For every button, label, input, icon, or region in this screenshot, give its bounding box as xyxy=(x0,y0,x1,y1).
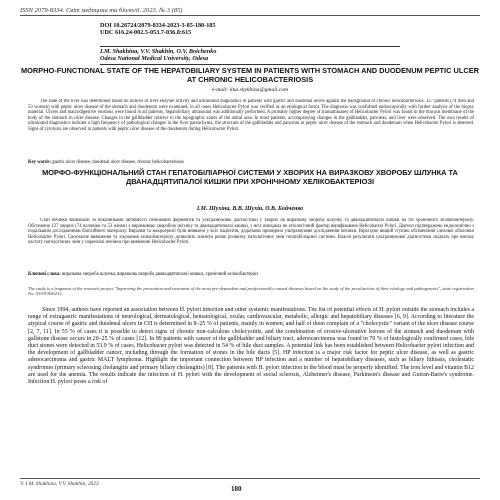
keywords-ua xyxy=(28,272,474,277)
authors-en: I.M. Shakhina, V.V. Shakhin, O.V. Boichenko xyxy=(100,48,217,55)
authors-ua: І.М. Шухіна, В.В. Шухін, О.В. Бойченко xyxy=(196,206,304,212)
footer-copyright: I.M. Shakhina, V.V. Shakhin, 2023 xyxy=(25,481,99,487)
study-note: The study is a fragment of the research project "Improving the prevention and treatment of the most pre-dependent and professionally caused diseases based on the study of the peculiarities of their etiology and pathogenesis", state registration No. 0119U000233. xyxy=(28,286,474,297)
footer xyxy=(20,478,480,487)
authors-block xyxy=(100,46,400,65)
article-title-en: MORPHO-FUNCTIONAL STATE OF THE HEPATOBILIARY SYSTEM IN PATIENTS WITH STOMACH AND DUODENUM PEPTIC ULCER AT CHRONIC HELICOBACTERIOSIS xyxy=(21,66,479,84)
journal-header: ISSN 2079-8334. Світ медицини та біології. 2023. № 3 (85) xyxy=(20,7,480,16)
keywords-en-label: Key words: xyxy=(28,160,52,165)
udc-text: UDC 616.24-002.5-053.7-036.8:615 xyxy=(100,29,192,37)
abstract-en: The state of the liver was determined based on indices of liver enzyme activity and ultrasound diagnostics in patients with gastric and duodenal ulcers against the background of chronic helicobacteriosis. 127 patients (74 men and 53 women) with peptic ulcer disease of the stomach and duodenum were examined, in all cases Helicobacter Pylori was verified as an etiological factor. The diagnosis was confirmed endoscopically with further analysis of the biopsy material. Ulcers and macrodigestive erosions were found in all patients, hepatobiliary ultrasound was additionally performed. A probably higher degree of transaminases of Helicobacter Pylori was found in the mucous membrane of the body of the stomach in ulcer disease. Changes in the gallbladder relative to the topographic zones of the antral area. In most patients, accompanying changes in the gallbladder, pancreas, and liver were observed. The own results of ultrasound diagnostics indicate a high frequency of pathological changes in the liver parenchyma, the structure of the gallbladder and pancreas in peptic ulcer disease of the stomach and duodenum when Helicobacter Pylori is detected. Signs of cytolysis are observed in patients with peptic ulcer disease of the duodenum during Helicobacter Pylori. xyxy=(28,99,474,132)
article-title-ua: МОРФО-ФУНКЦІОНАЛЬНИЙ СТАН ГЕПАТОБІЛІАРНОЇ СИСТЕМИ У ХВОРИХ НА ВИРАЗКОВУ ХВОРОБУ ШЛУНКА ТА ДВАНАДЦЯТИПАЛОЇ КИШКИ ПРИ ХРОНІЧНОМУ ХЕЛІКОБАКТЕРІОЗІ xyxy=(42,168,458,186)
doi-text[interactable]: DOI 10.26724/2079-8334-2023-3-85-180-185 xyxy=(100,22,216,29)
keywords-en xyxy=(28,160,474,165)
copyright-icon: © xyxy=(20,481,25,487)
article-body: Since 1994, authors have reported an association between H. pylori infection and other systemic manifestations. The list of potential effects of H. pylori outside the stomach includes a range of extragastric manifestations of neurological, dermatological, hematological, ocular, cardiovascular, metabolic, allergic and hepatobiliary diseases [6, 9]. According to literature the atypical course of gastric and duodenal ulcers in CH is determined in 8–25 % of patients, mainly in women, and half of them complain of a "cholecystic" variant of the ulcer disease course [2, 7, 11]. In 55 % of cases it is possible to detect signs of chronic non-calculous cholecystitis, and the combination of erosive-ulcerative lesions of the stomach and duodenum with gallstone disease occurs in 20–25 % of cases [12]. In 89 patients with cancer of the gallbladder and biliary tract, adenocarcinoma was found in 70 % of histologically confirmed cases, bile duct stones were detected in 53.9 % of cases, Helicobacter pylori was detected in 54 % of bile duct samples. A potential link has been established between Helicobacter pylori infection and the development of gallbladder cancer, including through the formation of stones in the bile ducts [5]. HP infection is a major risk factor for peptic ulcer disease, as well as gastric adenocarcinoma and gastric MALT lymphoma. Highlight the important connection between HP infection and a number of hepatobiliary diseases, such as biliary lithiasis, cholestatic syndromes (primary sclerosing cholangitis and primary biliary cholangitis) [8]. The patients with H. pylori infection in the blood must be properly identified. The iron level and vitamin B12 are used for the anemia. The results indicate the infection of H. pylori with the development of social sclerosis, Alzheimer's disease, Parkinson's disease and Guiran-Barre's syndrome. Infection H. pylori poses a risk of xyxy=(28,307,474,386)
author-email[interactable]: e-mail: ilna.shykhina@gmail.com xyxy=(211,87,289,93)
keywords-en-text: gastric ulcer disease, duodenal ulcer disease, chronic helicobacteriosis xyxy=(52,160,184,165)
affiliation: Odesa National Medical University, Odesa xyxy=(100,55,209,63)
keywords-ua-text: виразкова хвороба шлунка, виразкова хвороба дванадцятипалої кишки, хронічний хелікобактеріоз xyxy=(61,272,259,277)
article-identifiers xyxy=(100,22,216,37)
keywords-ua-label: Ключові слова: xyxy=(28,272,61,277)
abstract-ua: Стан печінки визначали за показниками активності печінкових ферментів та ультразвукової діагностики у хворих на виразкову хворобу шлунку та дванадцятипалої кишки на тлі хронічного хелікобактеріозу. Обстежено 127 хворих (74 чоловіки та 53 жінки) з виразковою хворобою шлунку та дванадцятипалої кишки, у всіх випадках як етіологічний фактор верифіковано Helicobacter Pylori. Діагноз підтверджено ендоскопічно з подальшим дослідженням біопсійного матеріалу. Виразки та макроерозії були виявлені у всіх пацієнтів, додатково проведено ультразвукове дослідження печінки. Вірогідно вищий ступінь обсіменіння слизової оболонки Helicobacter Pylori. Своєчасне виявлення та лікування хелікобактеріозу дозволить знизити ризик розвитку патологічних змін гепатобіліарної системи. Власні результати ультразвукової діагностики свідчать про високу частоту патологічних змін у паренхімі печінки при виявленні Helicobacter Pylori. xyxy=(28,218,474,245)
page-number: 180 xyxy=(231,485,242,493)
